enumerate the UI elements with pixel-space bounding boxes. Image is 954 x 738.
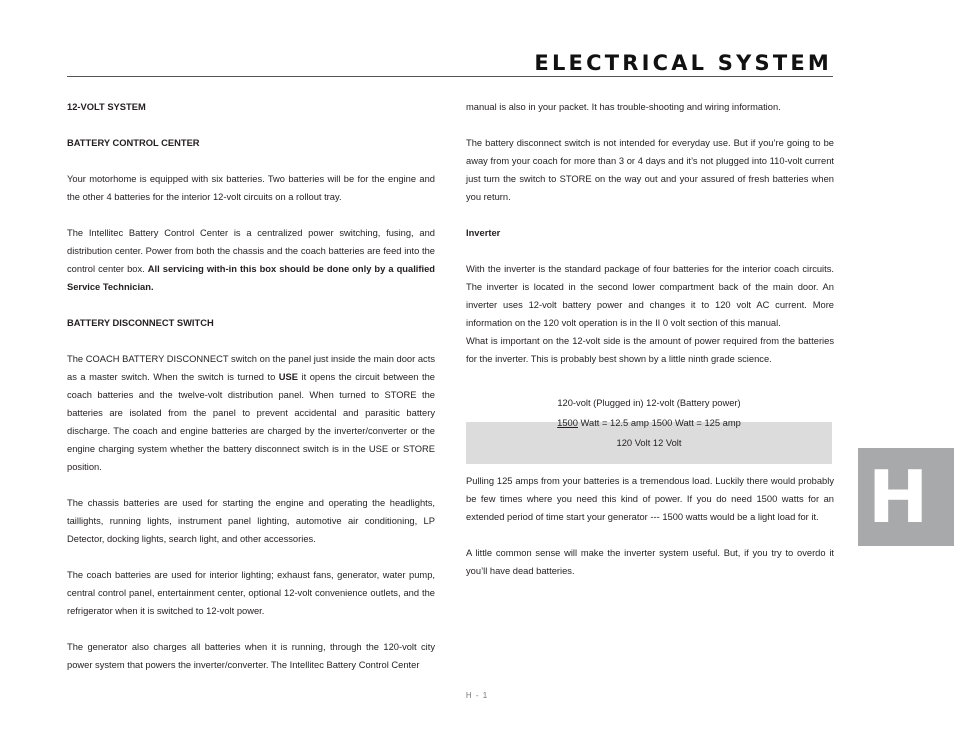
equation-line-2-rest: Watt = 12.5 amp 1500 Watt = 125 amp — [577, 418, 741, 428]
right-column — [466, 98, 834, 368]
disconnect-text-a: The COACH BATTERY DISCONNECT switch on the panel just inside the main door acts as a master switch. When the switch is turned to — [67, 354, 435, 382]
section-tab — [858, 448, 954, 546]
paragraph-intellitec — [67, 224, 435, 296]
equation-wattage-underlined: 1500 — [557, 418, 578, 428]
use-keyword: USE — [278, 372, 299, 382]
paragraph-manual: manual is also in your packet. It has trouble-shooting and wiring information. — [466, 102, 781, 112]
page-number: H - 1 — [465, 691, 489, 700]
heading-battery-control-center: BATTERY CONTROL CENTER — [67, 138, 200, 148]
disconnect-text-b: it opens the circuit between the coach batteries and the twelve-volt distribution panel. When turned to STORE the batteries are isolated from the panel to prevent accidental and parasitic battery discharge. The coach and engine batteries are charged by the inverter/converter or the engine charging system whether the battery disconnect switch is in the USE or STORE position. — [67, 372, 435, 472]
equation-line-3: 120 Volt 12 Volt — [616, 438, 682, 448]
right-column-lower — [466, 472, 834, 580]
equation-line-2 — [466, 414, 832, 432]
paragraph-generator: The generator also charges all batteries when it is running, through the 120-volt city power system that powers the inverter/converter. The Intellitec Battery Control Center — [67, 642, 435, 670]
paragraph-chassis-batteries: The chassis batteries are used for starting the engine and operating the headlights, taillights, running lights, instrument panel lighting, automotive air conditioning, LP Detector, docking lights, search light, and other accessories. — [67, 498, 435, 544]
paragraph-disconnect-switch — [67, 350, 435, 476]
paragraph-important: What is important on the 12-volt side is the amount of power required from the batteries for the inverter. This is probably best shown by a little ninth grade science. — [466, 336, 834, 364]
heading-battery-disconnect-switch: BATTERY DISCONNECT SWITCH — [67, 318, 214, 328]
page-title: ELECTRICAL SYSTEM — [534, 51, 832, 75]
paragraph-disconnect-not-everyday: The battery disconnect switch is not intended for everyday use. But if you’re going to be away from your coach for more than 3 or 4 days and it’s not plugged into 110-volt current just turn the switch to STORE on the way out and your assured of fresh batteries when you return. — [466, 138, 834, 202]
paragraph-common-sense: A little common sense will make the inverter system useful. But, if you try to overdo it you’ll have dead batteries. — [466, 548, 834, 576]
left-column — [67, 98, 435, 674]
paragraph-coach-batteries: The coach batteries are used for interior lighting; exhaust fans, generator, water pump, central control panel, entertainment center, optional 12-volt convenience outlets, and the refrigerator when it is switched to 12-volt power. — [67, 570, 435, 616]
servicing-warning: All servicing with-in this box should be done only by a qualified Service Technician. — [67, 264, 435, 292]
paragraph-motorhome-batteries: Your motorhome is equipped with six batteries. Two batteries will be for the engine and the other 4 batteries for the interior 12-volt circuits on a rollout tray. — [67, 174, 435, 202]
heading-inverter: Inverter — [466, 228, 501, 238]
paragraph-pulling-amps: Pulling 125 amps from your batteries is a tremendous load. Luckily there would probably be few times where you need this kind of power. If you do need 1500 watts for an extended period of time start your generator --- 1500 watts would be a light load for it. — [466, 476, 834, 522]
paragraph-inverter: With the inverter is the standard package of four batteries for the interior coach circuits. The inverter is located in the second lower compartment back of the main door. An inverter uses 12-volt battery power and changes it to 120 volt AC current. More information on the 120 volt operation is in the II 0 volt section of this manual. — [466, 264, 834, 328]
heading-12-volt-system: 12-VOLT SYSTEM — [67, 102, 146, 112]
equation-line-1: 120-volt (Plugged in) 12-volt (Battery power) — [557, 398, 741, 408]
section-tab-letter: H — [868, 455, 929, 539]
header-rule — [67, 76, 833, 77]
paragraph-intellitec-text: The Intellitec Battery Control Center is a centralized power switching, fusing, and distribution center. Power from both the chassis and the coach batteries are feed into the control center box. — [67, 228, 435, 274]
